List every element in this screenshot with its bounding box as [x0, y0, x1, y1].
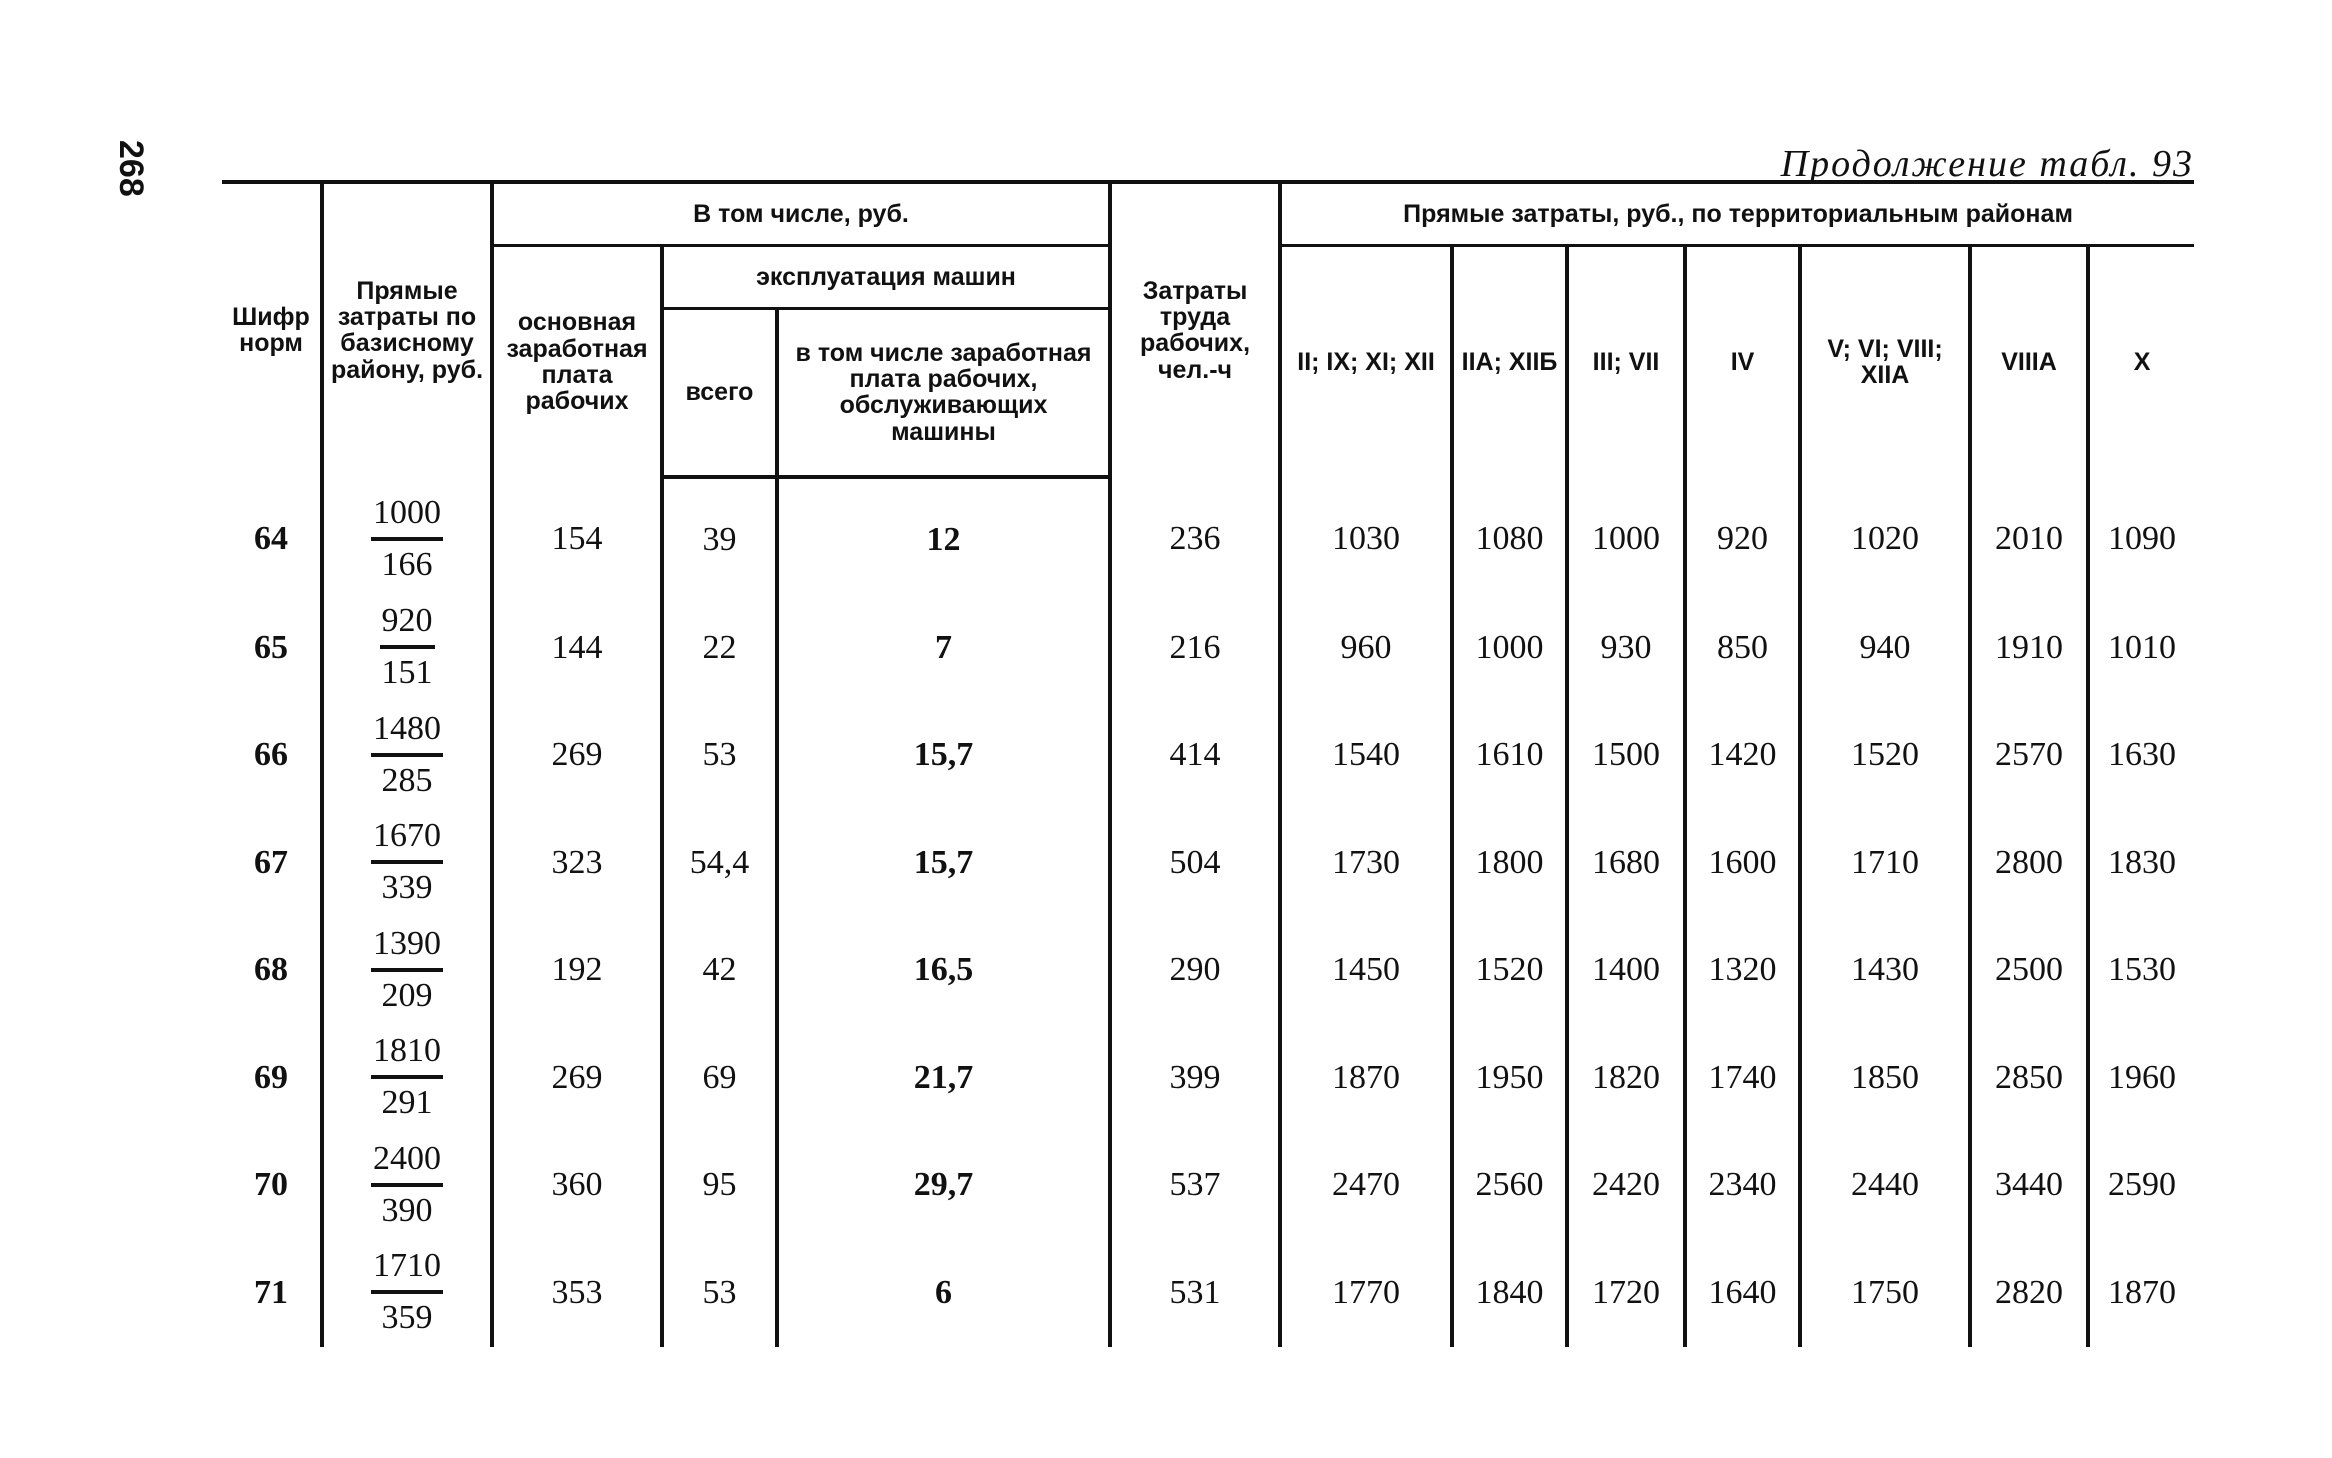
region-cell-6: 2500: [1970, 917, 2088, 1025]
region-cell-1: 1540: [1280, 702, 1452, 810]
fraction: [380, 603, 435, 690]
machine-wages-cell: 16,5: [777, 917, 1110, 1025]
table-row: [222, 1024, 2194, 1132]
machine-total-cell: 53: [662, 702, 777, 810]
wages-cell: 269: [492, 1024, 662, 1132]
region-cell-3: 930: [1567, 594, 1685, 702]
region-cell-1: 1450: [1280, 917, 1452, 1025]
labor-cell: 504: [1110, 809, 1280, 917]
fraction: [371, 1033, 443, 1120]
region-cell-5: 1520: [1800, 702, 1970, 810]
header-region-7: X: [2088, 246, 2194, 477]
direct-base-cell: [322, 809, 492, 917]
region-cell-2: 1080: [1452, 477, 1567, 595]
table-row: [222, 594, 2194, 702]
machine-wages-cell: 29,7: [777, 1132, 1110, 1240]
fraction-denominator: 285: [381, 761, 433, 799]
region-cell-4: 1740: [1685, 1024, 1800, 1132]
region-cell-2: 2560: [1452, 1132, 1567, 1240]
region-cell-7: 1830: [2088, 809, 2194, 917]
region-cell-5: 940: [1800, 594, 1970, 702]
region-cell-5: 1430: [1800, 917, 1970, 1025]
header-region-3: III; VII: [1567, 246, 1685, 477]
code-cell: 70: [222, 1132, 322, 1240]
table-row: [222, 477, 2194, 595]
header-region-2: IIA; XIIБ: [1452, 246, 1567, 477]
machine-total-cell: 95: [662, 1132, 777, 1240]
header-region-4: IV: [1685, 246, 1800, 477]
region-cell-5: 2440: [1800, 1132, 1970, 1240]
region-cell-1: 2470: [1280, 1132, 1452, 1240]
wages-cell: 360: [492, 1132, 662, 1240]
header-wages: основная заработная плата рабочих: [492, 246, 662, 477]
region-cell-1: 1030: [1280, 477, 1452, 595]
fraction-numerator: 1390: [371, 926, 443, 972]
machine-total-cell: 22: [662, 594, 777, 702]
region-cell-2: 1610: [1452, 702, 1567, 810]
code-cell: 64: [222, 477, 322, 595]
fraction-denominator: 359: [381, 1299, 433, 1337]
wages-cell: 269: [492, 702, 662, 810]
table-row: [222, 809, 2194, 917]
labor-cell: 399: [1110, 1024, 1280, 1132]
direct-base-cell: [322, 594, 492, 702]
header-regions-group: Прямые затраты, руб., по территориальным районам: [1280, 182, 2194, 246]
fraction-numerator: 1670: [371, 818, 443, 864]
fraction: [371, 495, 443, 582]
header-machine-wages: в том числе заработная плата рабочих, обслуживающих машины: [777, 309, 1110, 477]
code-cell: 68: [222, 917, 322, 1025]
region-cell-5: 1850: [1800, 1024, 1970, 1132]
machine-total-cell: 69: [662, 1024, 777, 1132]
region-cell-4: 1600: [1685, 809, 1800, 917]
region-cell-2: 1520: [1452, 917, 1567, 1025]
table-caption: Продолжение табл. 93: [1780, 143, 2194, 185]
header-direct-base: Прямые затраты по базисному району, руб.: [322, 182, 492, 477]
region-cell-7: 1630: [2088, 702, 2194, 810]
direct-base-cell: [322, 917, 492, 1025]
table-row: [222, 917, 2194, 1025]
region-cell-4: 850: [1685, 594, 1800, 702]
table-row: [222, 1239, 2194, 1347]
code-cell: 69: [222, 1024, 322, 1132]
machine-wages-cell: 15,7: [777, 809, 1110, 917]
header-region-1: II; IX; XI; XII: [1280, 246, 1452, 477]
region-cell-4: 1420: [1685, 702, 1800, 810]
fraction-numerator: 920: [380, 603, 435, 649]
wages-cell: 323: [492, 809, 662, 917]
region-cell-7: 2590: [2088, 1132, 2194, 1240]
code-cell: 71: [222, 1239, 322, 1347]
region-cell-1: 960: [1280, 594, 1452, 702]
fraction-denominator: 151: [381, 654, 433, 692]
fraction-numerator: 1480: [371, 711, 443, 757]
region-cell-2: 1840: [1452, 1239, 1567, 1347]
region-cell-6: 2850: [1970, 1024, 2088, 1132]
machine-wages-cell: 21,7: [777, 1024, 1110, 1132]
fraction: [371, 1141, 443, 1228]
labor-cell: 531: [1110, 1239, 1280, 1347]
direct-base-cell: [322, 702, 492, 810]
wages-cell: 192: [492, 917, 662, 1025]
labor-cell: 414: [1110, 702, 1280, 810]
region-cell-5: 1020: [1800, 477, 1970, 595]
machine-total-cell: 39: [662, 477, 777, 595]
machine-total-cell: 42: [662, 917, 777, 1025]
region-cell-4: 1640: [1685, 1239, 1800, 1347]
region-cell-1: 1770: [1280, 1239, 1452, 1347]
norms-table: [222, 180, 2194, 1347]
header-labor: Затраты труда рабочих, чел.-ч: [1110, 182, 1280, 477]
header-code: Шифр норм: [222, 182, 322, 477]
region-cell-7: 1010: [2088, 594, 2194, 702]
wages-cell: 154: [492, 477, 662, 595]
fraction-denominator: 291: [381, 1084, 433, 1122]
machine-wages-cell: 7: [777, 594, 1110, 702]
code-cell: 65: [222, 594, 322, 702]
region-cell-1: 1870: [1280, 1024, 1452, 1132]
region-cell-3: 1720: [1567, 1239, 1685, 1347]
machine-wages-cell: 6: [777, 1239, 1110, 1347]
region-cell-7: 1530: [2088, 917, 2194, 1025]
region-cell-3: 1680: [1567, 809, 1685, 917]
region-cell-6: 1910: [1970, 594, 2088, 702]
region-cell-7: 1870: [2088, 1239, 2194, 1347]
region-cell-3: 1400: [1567, 917, 1685, 1025]
wages-cell: 144: [492, 594, 662, 702]
region-cell-3: 1820: [1567, 1024, 1685, 1132]
region-cell-2: 1000: [1452, 594, 1567, 702]
region-cell-2: 1950: [1452, 1024, 1567, 1132]
page-number: 268: [112, 140, 150, 197]
labor-cell: 236: [1110, 477, 1280, 595]
header-machine-group: эксплуатация машин: [662, 246, 1110, 309]
fraction-denominator: 390: [381, 1191, 433, 1229]
fraction-denominator: 209: [381, 976, 433, 1014]
header-region-5: V; VI; VIII; XIIA: [1800, 246, 1970, 477]
machine-wages-cell: 12: [777, 477, 1110, 595]
region-cell-4: 2340: [1685, 1132, 1800, 1240]
fraction: [371, 926, 443, 1013]
direct-base-cell: [322, 477, 492, 595]
code-cell: 67: [222, 809, 322, 917]
table-row: [222, 1132, 2194, 1240]
fraction: [371, 711, 443, 798]
region-cell-3: 1500: [1567, 702, 1685, 810]
region-cell-5: 1750: [1800, 1239, 1970, 1347]
direct-base-cell: [322, 1239, 492, 1347]
region-cell-7: 1090: [2088, 477, 2194, 595]
machine-total-cell: 53: [662, 1239, 777, 1347]
region-cell-1: 1730: [1280, 809, 1452, 917]
table-body: [222, 477, 2194, 1347]
region-cell-6: 2010: [1970, 477, 2088, 595]
machine-total-cell: 54,4: [662, 809, 777, 917]
region-cell-7: 1960: [2088, 1024, 2194, 1132]
region-cell-4: 920: [1685, 477, 1800, 595]
wages-cell: 353: [492, 1239, 662, 1347]
fraction-numerator: 1810: [371, 1033, 443, 1079]
fraction: [371, 1248, 443, 1335]
table-row: [222, 702, 2194, 810]
region-cell-3: 2420: [1567, 1132, 1685, 1240]
direct-base-cell: [322, 1024, 492, 1132]
region-cell-4: 1320: [1685, 917, 1800, 1025]
header-region-6: VIIIA: [1970, 246, 2088, 477]
header-incl-group: В том числе, руб.: [492, 182, 1110, 246]
fraction: [371, 818, 443, 905]
region-cell-6: 2570: [1970, 702, 2088, 810]
fraction-numerator: 2400: [371, 1141, 443, 1187]
fraction-denominator: 166: [381, 545, 433, 583]
fraction-numerator: 1710: [371, 1248, 443, 1294]
labor-cell: 290: [1110, 917, 1280, 1025]
region-cell-6: 3440: [1970, 1132, 2088, 1240]
labor-cell: 537: [1110, 1132, 1280, 1240]
region-cell-6: 2820: [1970, 1239, 2088, 1347]
code-cell: 66: [222, 702, 322, 810]
labor-cell: 216: [1110, 594, 1280, 702]
region-cell-5: 1710: [1800, 809, 1970, 917]
region-cell-3: 1000: [1567, 477, 1685, 595]
fraction-numerator: 1000: [371, 495, 443, 541]
header-machine-total: всего: [662, 309, 777, 477]
region-cell-6: 2800: [1970, 809, 2088, 917]
fraction-denominator: 339: [381, 869, 433, 907]
direct-base-cell: [322, 1132, 492, 1240]
region-cell-2: 1800: [1452, 809, 1567, 917]
machine-wages-cell: 15,7: [777, 702, 1110, 810]
